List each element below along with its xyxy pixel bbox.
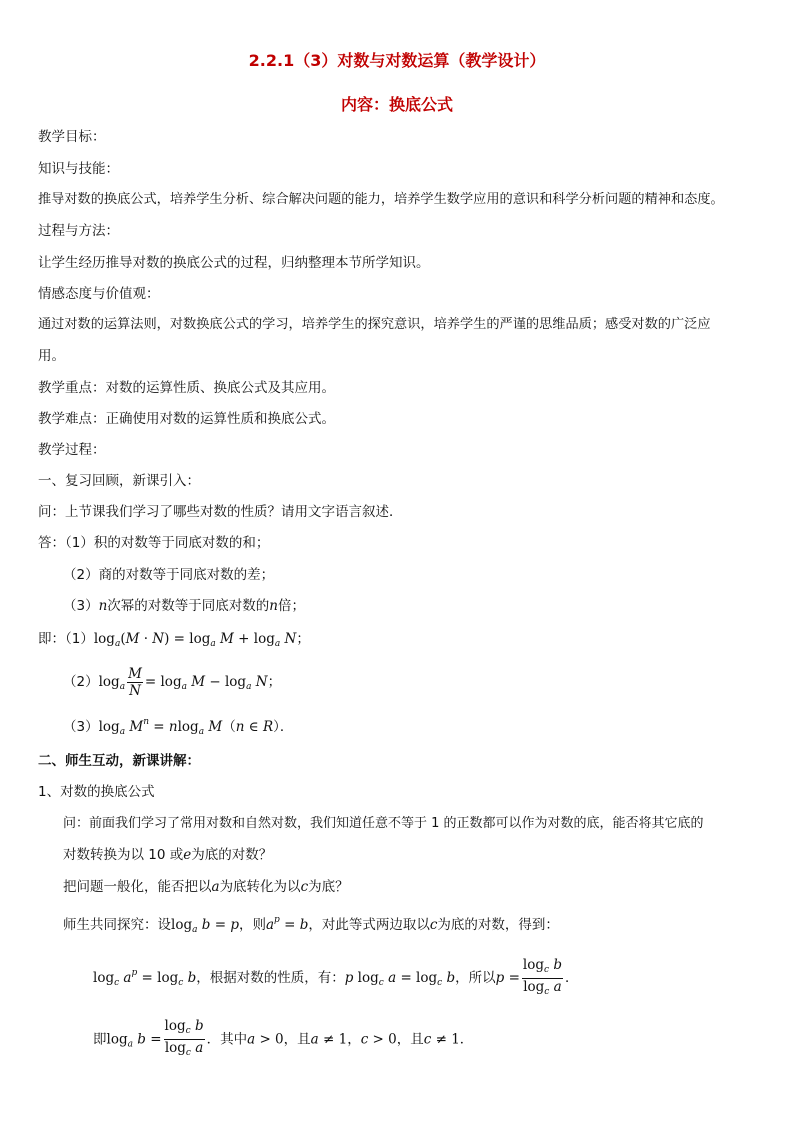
formula-quotient: $(2)\log_a$ $\frac{M}{N}$ = $\log_a M - \log_a N$； <box>63 665 282 699</box>
key-point: 教学重点：对数的运算性质、换底公式及其应用。 <box>38 380 335 396</box>
section-two-heading: 二、师生互动，新课讲解： <box>38 753 200 769</box>
answer-item-1: 答：（1）积的对数等于同底对数的和； <box>38 535 270 551</box>
goals-heading: 教学目标： <box>38 129 106 145</box>
question-two-line1: 问：前面我们学习了常用对数和自然对数，我们知道任意不等于 1 的正数都可以作为对数的底，能否将其它底的 <box>63 816 704 831</box>
section-one-heading: 一、复习回顾，新课引入： <box>38 473 200 489</box>
process-label: 教学过程： <box>38 442 106 458</box>
review-question: 问：上节课我们学习了哪些对数的性质？请用文字语言叙述． <box>38 504 403 520</box>
derivation-line: $\log_c a^p = \log_c b$，根据对数的性质，有：p $\log_c a = \log_c b$，所以p = $\frac{\log_c b}{\log_c a}$ ． <box>93 956 579 997</box>
knowledge-text: 推导对数的换底公式，培养学生分析、综合解决问题的能力，培养学生数学应用的意识和科学分析问题的精神和态度。 <box>38 192 724 207</box>
emotion-text-line1: 通过对数的运算法则，对数换底公式的学习，培养学生的探究意识，培养学生的严谨的思维品质；感受对数的广泛应 <box>38 317 711 332</box>
formula-power: $(3)\log_a$ $M^n = nlog_a$ M（n ∈ R）． <box>63 717 294 737</box>
document-subtitle: 内容：换底公式 <box>340 95 453 114</box>
document-title: 2.2.1（3）对数与对数运算（教学设计） <box>248 51 546 70</box>
topic-change-of-base: 1、对数的换底公式 <box>38 784 155 800</box>
process-heading: 过程与方法： <box>38 223 119 239</box>
change-of-base-formula: 即$\log_a b$ = $\frac{\log_c b}{\log_c a}$ ．其中a > 0，且a ≠ 1，c > 0，且c ≠ 1． <box>93 1018 474 1058</box>
question-two-line2: 对数转换为以 10 或e为底的对数？ <box>63 847 273 863</box>
answer-item-2: （2）商的对数等于同底对数的差； <box>63 567 275 583</box>
explore-line: 师生共同探究：设$\log_a b = p$，则$a^p = b$，对此等式两边取以c为底的对数，得到： <box>63 915 559 935</box>
process-text: 让学生经历推导对数的换底公式的过程，归纳整理本节所学知识。 <box>38 255 430 271</box>
emotion-heading: 情感态度与价值观： <box>38 286 160 302</box>
emotion-text-line2: 用。 <box>38 348 65 364</box>
generalize-line: 把问题一般化，能否把以a为底转化为以c为底？ <box>63 879 349 895</box>
difficulty: 教学难点：正确使用对数的运算性质和换底公式。 <box>38 411 335 427</box>
formula-product: 即：$(1)\log_a(M \cdot N) = \log_a M + \log_a N$； <box>38 631 310 649</box>
knowledge-heading: 知识与技能： <box>38 161 119 177</box>
answer-item-3: （3）n次幂的对数等于同底对数的n倍； <box>63 598 305 614</box>
